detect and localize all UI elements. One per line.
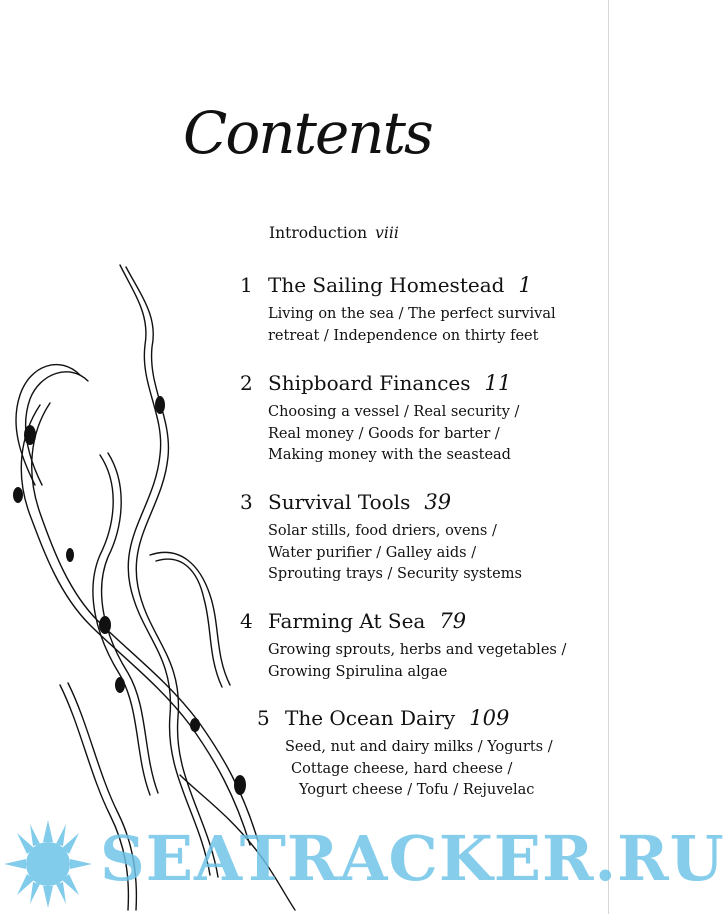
chapter-subtitle-line: Growing sprouts, herbs and vegetables / — [268, 642, 567, 659]
chapter-number: 3 — [240, 490, 253, 514]
chapter-number: 5 — [257, 706, 270, 730]
chapter-2 — [240, 372, 519, 467]
chapter-subtitle-line: Cottage cheese, hard cheese / — [291, 760, 513, 777]
chapter-page: 109 — [469, 706, 510, 730]
chapter-subtitle-line: Sprouting trays / Security systems — [268, 566, 522, 583]
chapter-page: 39 — [424, 490, 452, 514]
chapter-title: Shipboard Finances — [268, 371, 471, 395]
chapter-subtitle-line: Seed, nut and dairy milks / Yogurts / — [285, 739, 553, 756]
chapter-subtitle-line: Solar stills, food driers, ovens / — [268, 523, 497, 540]
chapter-page: 79 — [439, 609, 467, 633]
chapter-subtitle-line: Real money / Goods for barter / — [268, 425, 500, 442]
chapter-page: 1 — [518, 273, 532, 297]
introduction-label: Introduction — [269, 224, 368, 242]
introduction-page: viii — [375, 224, 399, 242]
chapter-4 — [240, 610, 566, 683]
page-title: Contents — [183, 99, 432, 167]
chapter-1 — [240, 274, 556, 347]
chapter-subtitle-line: Growing Spirulina algae — [268, 663, 448, 680]
page-edge — [608, 0, 609, 914]
chapter-subtitle-line: Yogurt cheese / Tofu / Rejuvelac — [299, 782, 535, 799]
chapter-subtitle-line: Living on the sea / The perfect survival — [268, 306, 556, 323]
chapter-number: 2 — [240, 371, 253, 395]
chapter-subtitle-line: Water purifier / Galley aids / — [268, 544, 477, 561]
chapter-title: Survival Tools — [268, 490, 411, 514]
chapter-subtitle-line: Choosing a vessel / Real security / — [268, 404, 520, 421]
chapter-number: 1 — [240, 273, 253, 297]
chapter-number: 4 — [240, 609, 253, 633]
chapter-title: The Ocean Dairy — [285, 706, 456, 730]
chapter-subtitle-line: Making money with the seastead — [268, 447, 511, 464]
chapter-page: 11 — [484, 371, 512, 395]
chapter-title: Farming At Sea — [268, 609, 426, 633]
chapter-title: The Sailing Homestead — [268, 273, 505, 297]
chapter-5 — [257, 707, 553, 802]
chapter-subtitle-line: retreat / Independence on thirty feet — [268, 327, 539, 344]
chapter-3 — [240, 491, 522, 586]
watermark-text: SEATRACKER.RU — [100, 822, 725, 895]
introduction-entry — [269, 224, 399, 242]
